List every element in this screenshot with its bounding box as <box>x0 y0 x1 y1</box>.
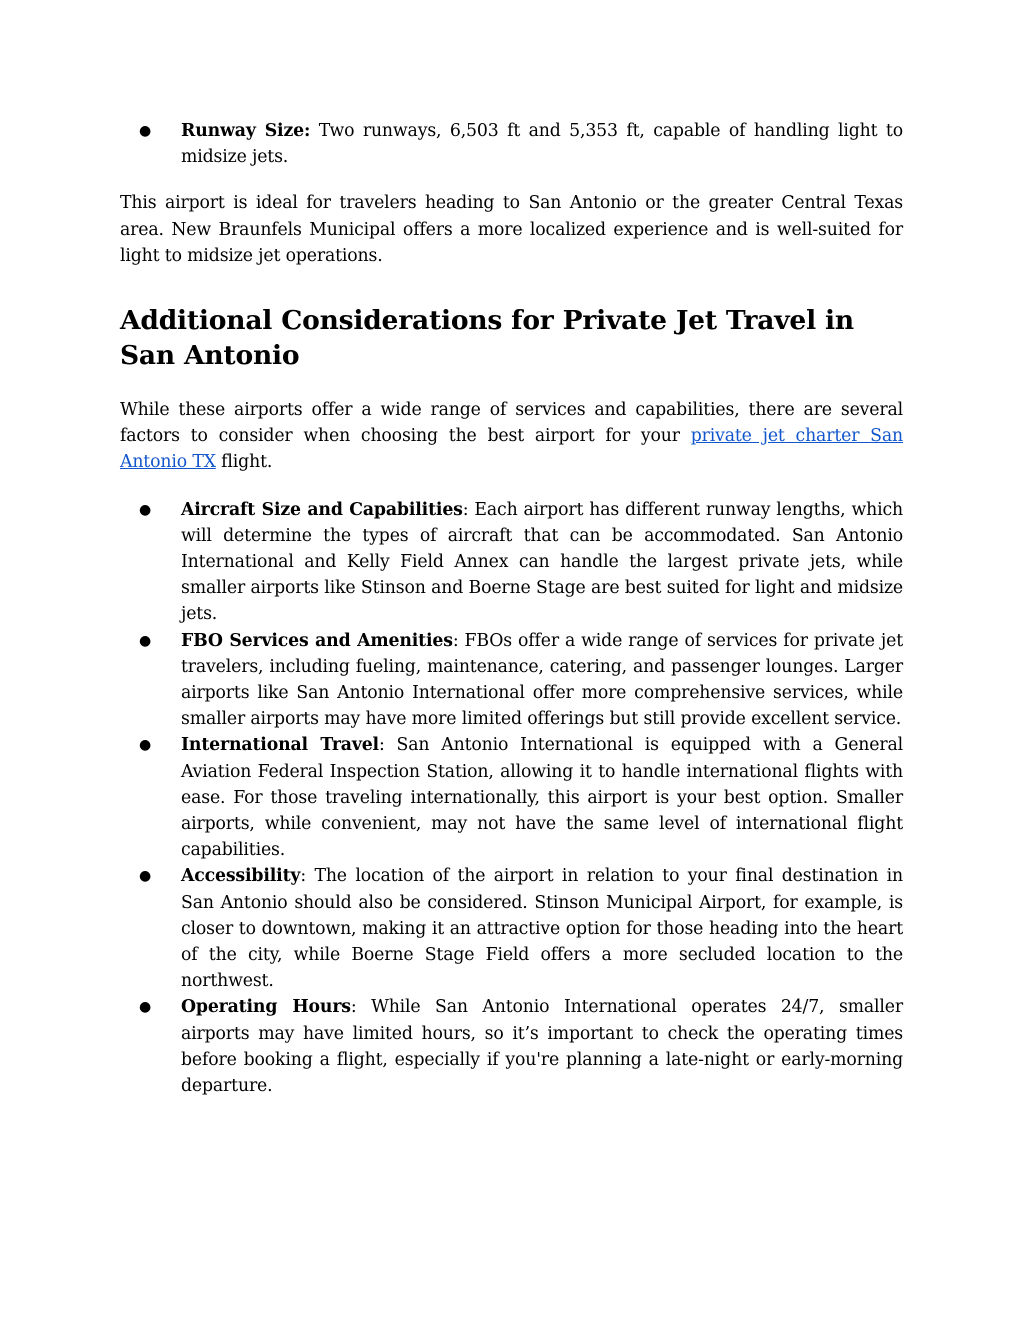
bullet-text: : While San Antonio International operates 24/7, smaller airports may have limited hours, so it’s important to check the operating times before booking a flight, especially if you're planning a late-night or early-morning departure. <box>181 997 903 1097</box>
bullet-dot: ● <box>139 999 152 1016</box>
runway-bullet-list <box>120 118 903 170</box>
list-item <box>120 732 903 863</box>
document-page <box>120 118 903 1099</box>
bullet-text: : San Antonio International is equipped with a General Aviation Federal Inspection Station, allowing it to handle international flights with ease. For those traveling internationally, this airport is your best option. Smaller airports, while convenient, may not have the same level of international flight capabilities. <box>181 735 903 861</box>
list-item <box>120 994 903 1099</box>
bullet-label: Accessibility <box>181 866 301 887</box>
bullet-text: Two runways, 6,503 ft and 5,353 ft, capable of handling light to midsize jets. <box>181 121 903 168</box>
list-item <box>120 118 903 170</box>
private-jet-charter-link[interactable]: private jet charter San Antonio TX <box>120 426 903 473</box>
considerations-list <box>120 497 903 1100</box>
bullet-dot: ● <box>139 123 152 139</box>
paragraph-text-after-link: flight. <box>215 452 273 473</box>
list-item <box>120 628 903 733</box>
bullet-label: FBO Services and Amenities <box>181 630 453 651</box>
bullet-dot: ● <box>139 737 152 754</box>
section-heading: Additional Considerations for Private Jet Travel in San Antonio <box>120 305 854 372</box>
bullet-dot: ● <box>139 868 152 885</box>
bullet-label: Operating Hours <box>181 997 351 1018</box>
intro-paragraph: This airport is ideal for travelers heading to San Antonio or the greater Central Texas area. New Braunfels Municipal offers a more localized experience and is well-suited for light to midsize jet operations. <box>120 193 903 266</box>
bullet-text: : The location of the airport in relation to your final destination in San Antonio should also be considered. Stinson Municipal Airport, for example, is closer to downtown, making it an attractive option for those heading into the heart of the city, while Boerne Stage Field offers a more secluded location to the northwest. <box>181 866 903 992</box>
bullet-label: International Travel <box>181 735 379 756</box>
paragraph-text-before-link: While these airports offer a wide range of services and capabilities, there are several factors to consider when choosing the best airport for your <box>120 400 903 447</box>
list-item <box>120 863 903 994</box>
bullet-label: Aircraft Size and Capabilities <box>181 499 463 520</box>
bullet-label: Runway Size: <box>181 121 311 141</box>
bullet-dot: ● <box>139 632 152 649</box>
bullet-text: : FBOs offer a wide range of services for private jet travelers, including fueling, maintenance, catering, and passenger lounges. Larger airports like San Antonio International offer more comprehensive services, while smaller airports may have more limited offerings but still provide excellent service. <box>181 630 903 730</box>
list-item <box>120 497 903 628</box>
bullet-text: : Each airport has different runway lengths, which will determine the types of aircraft that can be accommodated. San Antonio International and Kelly Field Annex can handle the largest private jets, while smaller airports like Stinson and Boerne Stage are best suited for light and midsize jets. <box>181 499 903 625</box>
considerations-paragraph <box>120 397 903 476</box>
bullet-dot: ● <box>139 501 152 518</box>
